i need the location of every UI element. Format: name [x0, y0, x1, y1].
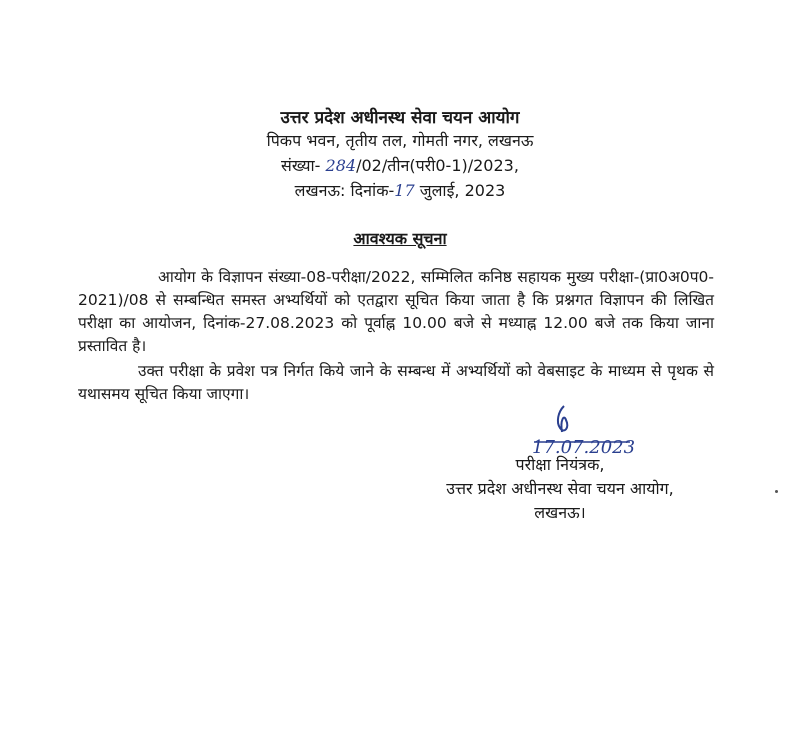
signatory-city: लखनऊ।: [534, 503, 586, 522]
signatory-designation: परीक्षा नियंत्रक,: [515, 455, 605, 474]
notice-paragraph-2: उक्त परीक्षा के प्रवेश पत्र निर्गत किये जाने के सम्बन्ध में अभ्यर्थियों को वेबसाइट के माध्यम से पृथक से यथासमय सूचित किया जाएगा।: [78, 362, 714, 403]
notice-heading: आवश्यक सूचना: [353, 229, 447, 248]
signatory-block: [410, 453, 710, 525]
reference-number: [0, 156, 800, 176]
reference-suffix: /02/तीन(परी0-1)/2023,: [356, 156, 519, 175]
signature-date: 17.07.2023: [532, 437, 636, 458]
date-prefix: लखनऊ: दिनांक-: [294, 181, 395, 200]
issue-date: [0, 181, 800, 201]
reference-prefix: संख्या-: [281, 156, 326, 175]
notice-paragraph-1: आयोग के विज्ञापन संख्या-08-परीक्षा/2022, सम्मिलित कनिष्ठ सहायक मुख्य परीक्षा-(प्रा0अ0प0-2021)/08 से सम्बन्धित समस्त अभ्यर्थियों को एतद्वारा सूचित किया जाता है कि प्रश्नगत विज्ञापन की लिखित परीक्षा का आयोजन, दिनांक-27.08.2023 को पूर्वाह्न 10.00 बजे से मध्याह्न 12.00 बजे तक किया जाना प्रस्तावित है।: [78, 268, 714, 355]
organization-title: उत्तर प्रदेश अधीनस्थ सेवा चयन आयोग: [280, 108, 520, 128]
date-handwritten-day: 17: [394, 181, 415, 200]
signatory-organization: उत्तर प्रदेश अधीनस्थ सेवा चयन आयोग,: [446, 479, 674, 498]
reference-handwritten-number: 284: [325, 156, 357, 175]
scan-mark: [775, 490, 778, 493]
office-address: पिकप भवन, तृतीय तल, गोमती नगर, लखनऊ: [266, 131, 534, 150]
date-suffix: जुलाई, 2023: [414, 181, 506, 200]
